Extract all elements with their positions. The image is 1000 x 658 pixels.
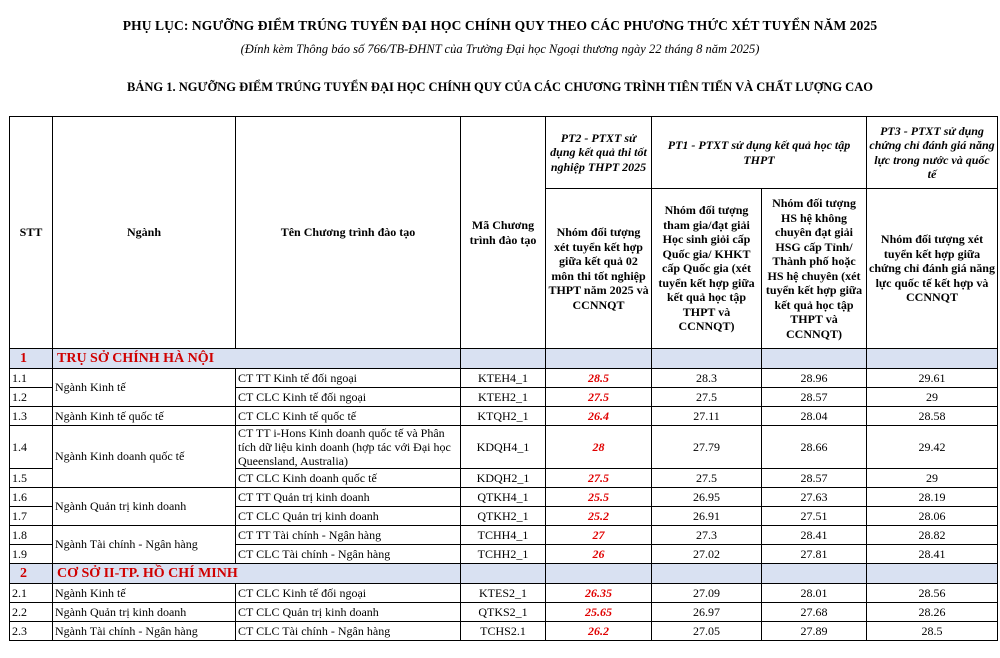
section-row [10,564,998,584]
cell-pt1a-score: 27.11 [652,407,762,426]
col-header-code: Mã Chương trình đào tạo [461,117,546,349]
cell-code: QTKH4_1 [461,488,546,507]
subheader-pt3: Nhóm đối tượng xét tuyển kết hợp giữa chứng chỉ đánh giá năng lực quốc tế kết hợp và CCNNQT [867,189,998,349]
cell-pt2-score: 27.5 [546,469,652,488]
cell-stt: 2.3 [10,622,53,641]
document-title: PHỤ LỤC: NGƯỠNG ĐIỂM TRÚNG TUYỂN ĐẠI HỌC CHÍNH QUY THEO CÁC PHƯƠNG THỨC XÉT TUYỂN NĂM 2025 [122,18,878,33]
cell-code: TCHS2.1 [461,622,546,641]
subheader-pt1-provincial: Nhóm đối tượng HS hệ không chuyên đạt giải HSG cấp Tỉnh/ Thành phố hoặc HS hệ chuyên (xét tuyển kết hợp giữa kết quả học tập THPT và CCNNQT) [762,189,867,349]
table-row [10,584,998,603]
cell-nganh: Ngành Quản trị kinh doanh [53,488,236,526]
cell-program: CT CLC Kinh tế quốc tế [236,407,461,426]
cell-pt2-score: 26.35 [546,584,652,603]
table-title: BẢNG 1. NGƯỠNG ĐIỂM TRÚNG TUYỂN ĐẠI HỌC CHÍNH QUY CỦA CÁC CHƯƠNG TRÌNH TIÊN TIẾN VÀ CHẤT LƯỢNG CAO [127,80,873,94]
cell-stt: 1.7 [10,507,53,526]
cell-pt3-score: 28.06 [867,507,998,526]
cell-program: CT TT Tài chính - Ngân hàng [236,526,461,545]
cell-program: CT TT Quản trị kinh doanh [236,488,461,507]
cell-nganh: Ngành Kinh doanh quốc tế [53,426,236,488]
cell-pt1b-score: 28.96 [762,369,867,388]
col-header-pt2: PT2 - PTXT sử dụng kết quả thi tốt nghiệp THPT 2025 [546,117,652,189]
cell-pt3-score: 28.41 [867,545,998,564]
cell-code: TCHH4_1 [461,526,546,545]
cell-pt2-score: 26.2 [546,622,652,641]
cell-stt: 1.2 [10,388,53,407]
cell-pt2-score: 26.4 [546,407,652,426]
cell-code: KTEH2_1 [461,388,546,407]
cell-pt3-score: 28.19 [867,488,998,507]
cell-program: CT CLC Quản trị kinh doanh [236,603,461,622]
cell-pt2-score: 25.65 [546,603,652,622]
cell-stt: 2.2 [10,603,53,622]
cell-pt1b-score: 27.68 [762,603,867,622]
col-header-program: Tên Chương trình đào tạo [236,117,461,349]
cell-pt2-score: 27.5 [546,388,652,407]
cell-pt2-score: 27 [546,526,652,545]
cell-pt1b-score: 28.04 [762,407,867,426]
cell-pt3-score: 28.5 [867,622,998,641]
cell-pt1a-score: 27.5 [652,469,762,488]
cell-pt1a-score: 27.79 [652,426,762,469]
cell-stt: 1.9 [10,545,53,564]
cell-nganh: Ngành Kinh tế [53,369,236,407]
cell-nganh: Ngành Tài chính - Ngân hàng [53,622,236,641]
cell-pt1b-score: 27.63 [762,488,867,507]
subheader-pt2: Nhóm đối tượng xét tuyển kết hợp giữa kết quả 02 môn thi tốt nghiệp THPT năm 2025 và CCNNQT [546,189,652,349]
cell-code: QTKS2_1 [461,603,546,622]
cell-code: TCHH2_1 [461,545,546,564]
section-row [10,349,998,369]
cell-program: CT TT Kinh tế đối ngoại [236,369,461,388]
cell-pt1a-score: 27.02 [652,545,762,564]
cell-pt1a-score: 27.05 [652,622,762,641]
cell-pt1a-score: 27.5 [652,388,762,407]
cell-pt1a-score: 26.91 [652,507,762,526]
cell-nganh: Ngành Tài chính - Ngân hàng [53,526,236,564]
cell-program: CT CLC Quản trị kinh doanh [236,507,461,526]
cell-pt3-score: 29 [867,388,998,407]
cell-pt3-score: 28.58 [867,407,998,426]
cell-pt1a-score: 26.95 [652,488,762,507]
cell-stt: 1.8 [10,526,53,545]
cell-pt1b-score: 28.57 [762,388,867,407]
cell-pt1a-score: 26.97 [652,603,762,622]
cell-nganh: Ngành Quản trị kinh doanh [53,603,236,622]
cell-pt1b-score: 27.51 [762,507,867,526]
section-name: CƠ SỞ II-TP. HỒ CHÍ MINH [53,564,461,584]
cell-pt3-score: 28.26 [867,603,998,622]
cell-code: KDQH2_1 [461,469,546,488]
cell-pt3-score: 29.42 [867,426,998,469]
col-header-pt3: PT3 - PTXT sử dụng chứng chỉ đánh giá năng lực trong nước và quốc tế [867,117,998,189]
cell-pt2-score: 28.5 [546,369,652,388]
cell-pt2-score: 26 [546,545,652,564]
table-row [10,407,998,426]
col-header-pt1: PT1 - PTXT sử dụng kết quả học tập THPT [652,117,867,189]
cell-pt3-score: 29 [867,469,998,488]
cell-pt1b-score: 28.01 [762,584,867,603]
cell-pt1a-score: 28.3 [652,369,762,388]
cell-code: QTKH2_1 [461,507,546,526]
cell-pt2-score: 28 [546,426,652,469]
subheader-pt1-national: Nhóm đối tượng tham gia/đạt giải Học sinh giỏi cấp Quốc gia/ KHKT cấp Quốc gia (xét tuyển kết hợp giữa kết quả học tập THPT và CCNNQT) [652,189,762,349]
section-name: TRỤ SỞ CHÍNH HÀ NỘI [53,349,461,369]
cell-nganh: Ngành Kinh tế [53,584,236,603]
table-row [10,369,998,388]
cell-pt1b-score: 27.81 [762,545,867,564]
section-number: 2 [10,564,53,584]
cell-pt1b-score: 28.57 [762,469,867,488]
cell-stt: 1.5 [10,469,53,488]
col-header-nganh: Ngành [53,117,236,349]
cell-program: CT CLC Tài chính - Ngân hàng [236,622,461,641]
cell-code: KDQH4_1 [461,426,546,469]
cell-program: CT CLC Kinh tế đối ngoại [236,388,461,407]
cell-program: CT CLC Kinh doanh quốc tế [236,469,461,488]
document-subtitle: (Đính kèm Thông báo số 766/TB-ĐHNT của Trường Đại học Ngoại thương ngày 22 tháng 8 năm 2025) [240,42,760,56]
cell-pt3-score: 29.61 [867,369,998,388]
cell-stt: 2.1 [10,584,53,603]
section-number: 1 [10,349,53,369]
table-row [10,622,998,641]
cell-code: KTQH2_1 [461,407,546,426]
cell-pt2-score: 25.2 [546,507,652,526]
table-row [10,603,998,622]
table-row [10,426,998,469]
cell-code: KTEH4_1 [461,369,546,388]
cell-pt1b-score: 27.89 [762,622,867,641]
cell-program: CT CLC Kinh tế đối ngoại [236,584,461,603]
cell-pt1b-score: 28.66 [762,426,867,469]
cell-nganh: Ngành Kinh tế quốc tế [53,407,236,426]
cell-program: CT CLC Tài chính - Ngân hàng [236,545,461,564]
cell-pt1b-score: 28.41 [762,526,867,545]
cell-program: CT TT i-Hons Kinh doanh quốc tế và Phân tích dữ liệu kinh doanh (hợp tác với Đại học Queensland, Australia) [236,426,461,469]
cell-pt2-score: 25.5 [546,488,652,507]
table-row [10,526,998,545]
cell-code: KTES2_1 [461,584,546,603]
admission-score-table [9,116,998,641]
cell-stt: 1.4 [10,426,53,469]
cell-pt3-score: 28.82 [867,526,998,545]
cell-pt1a-score: 27.3 [652,526,762,545]
table-row [10,488,998,507]
cell-pt3-score: 28.56 [867,584,998,603]
cell-stt: 1.1 [10,369,53,388]
cell-pt1a-score: 27.09 [652,584,762,603]
col-header-stt: STT [10,117,53,349]
cell-stt: 1.6 [10,488,53,507]
cell-stt: 1.3 [10,407,53,426]
